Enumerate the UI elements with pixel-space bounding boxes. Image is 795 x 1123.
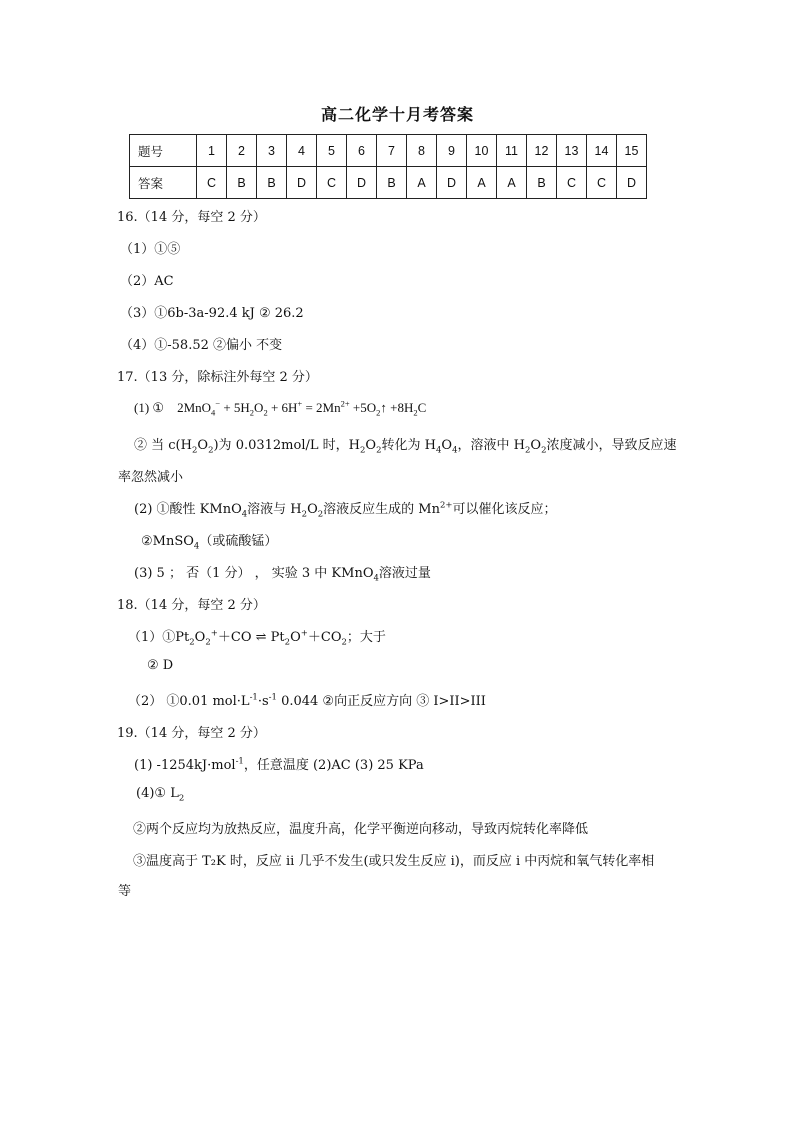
table-cell: B — [227, 167, 257, 199]
text-span: ②MnSO — [141, 534, 194, 549]
table-cell: 6 — [347, 135, 377, 167]
table-cell: A — [467, 167, 497, 199]
q19-part4-1: (4)① $L_2$ — [136, 786, 185, 804]
q17-part1-label: (1) ① — [134, 400, 165, 415]
table-cell: 1 — [197, 135, 227, 167]
q17-heading: 17.（13 分，除标注外每空 2 分） — [117, 370, 318, 385]
table-cell: 12 — [527, 135, 557, 167]
table-cell: 3 — [257, 135, 287, 167]
text-span: 溶液与 H — [247, 502, 302, 517]
table-cell: C — [557, 167, 587, 199]
answer-table — [129, 134, 647, 199]
table-cell: C — [587, 167, 617, 199]
table-cell: C — [317, 167, 347, 199]
table-row-answers — [130, 167, 647, 199]
q17-part2-2: ②MnSO$_4$（或硫酸锰） — [141, 534, 278, 552]
text-span: 溶液过量 — [378, 566, 431, 581]
text-span: 转化为 H — [381, 438, 436, 453]
table-cell: C — [197, 167, 227, 199]
q19-part1-3: (1) -1254kJ·mol$^{-1}$，任意温度 (2)AC (3) 25 KPa — [134, 756, 424, 773]
text-span: （2） ①0.01 mol·L — [128, 694, 250, 709]
q19-part4-3-line2: 等 — [118, 884, 132, 899]
q16-part3: （3）①6b-3a-92.4 kJ ② 26.2 — [120, 306, 304, 321]
table-cell: 2 — [227, 135, 257, 167]
text-span: 可以催化该反应； — [452, 502, 557, 517]
text-span: ＋CO — [217, 630, 252, 645]
q19-heading: 19.（14 分，每空 2 分） — [117, 726, 266, 741]
text-span: (1) -1254kJ·mol — [134, 758, 236, 773]
table-header-number: 题号 — [130, 135, 197, 167]
table-cell: 15 — [617, 135, 647, 167]
text-span: )为 0.0312mol/L 时，H — [213, 438, 360, 453]
q18-part1-2: ② D — [147, 658, 174, 673]
table-cell: D — [437, 167, 467, 199]
q17-part3: (3) 5 ； 否（1 分） ， 实验 3 中 KMnO$_4$溶液过量 — [134, 566, 431, 584]
q18-heading: 18.（14 分，每空 2 分） — [117, 598, 266, 613]
table-cell: 9 — [437, 135, 467, 167]
text-span: ② 当 c(H — [134, 438, 192, 453]
text-span: 溶液反应生成的 Mn — [323, 502, 440, 517]
table-cell: B — [527, 167, 557, 199]
table-cell: D — [287, 167, 317, 199]
table-cell: A — [497, 167, 527, 199]
table-cell: 11 — [497, 135, 527, 167]
table-cell: D — [617, 167, 647, 199]
text-span: ；大于 — [346, 630, 386, 645]
q17-equation — [134, 400, 426, 416]
table-cell: 14 — [587, 135, 617, 167]
text-span: ，任意温度 (2)AC (3) 25 KPa — [243, 758, 424, 773]
chemical-equation: $2MnO_4^- + 5H_2O_2 + 6H^+ = 2Mn^{2+}$ $+5O_2↑ +8H_2C$ — [167, 398, 427, 418]
table-cell: A — [407, 167, 437, 199]
text-span: ，溶液中 H — [457, 438, 525, 453]
table-row-numbers — [130, 135, 647, 167]
text-span: ·s — [257, 694, 269, 709]
q19-part4-3-line1: ③温度高于 T₂K 时，反应 ii 几乎不发生(或只发生反应 i)，而反应 i 中丙烷和氧气转化率相 — [133, 854, 655, 869]
table-cell: 7 — [377, 135, 407, 167]
text-span: ＋CO — [307, 630, 342, 645]
q18-part1-1: $(1)①Pt_2O_2^++CO$ ⇌ $Pt_2O^++CO_2$；大于 — [128, 628, 386, 648]
equilibrium-arrow-icon: ⇌ — [251, 630, 271, 645]
text-span: (4)① L — [136, 786, 179, 801]
table-cell: 13 — [557, 135, 587, 167]
table-cell: 8 — [407, 135, 437, 167]
q19-part4-2: ②两个反应均为放热反应，温度升高，化学平衡逆向移动，导致丙烷转化率降低 — [133, 822, 589, 837]
table-header-answer: 答案 — [130, 167, 197, 199]
text-span: 0.044 ②向正反应方向 ③ I>II>III — [276, 694, 486, 709]
text-span: Pt — [270, 630, 285, 645]
q17-part2-1: (2) ①酸性 KMnO$_4$溶液与 $H_2O_2$溶液反应生成的 $Mn^{2+}$可以催化该反应； — [134, 500, 557, 520]
q16-part4: （4）①-58.52 ②偏小 不变 — [120, 338, 283, 353]
table-cell: 10 — [467, 135, 497, 167]
table-cell: B — [377, 167, 407, 199]
text-span: （或硫酸锰） — [199, 534, 278, 549]
text-span: （1）①Pt — [128, 630, 190, 645]
text-span: 浓度减小，导致反应速 — [546, 438, 677, 453]
table-cell: D — [347, 167, 377, 199]
q16-heading: 16.（14 分，每空 2 分） — [117, 210, 266, 225]
q17-part1-reason-line2: 率忽然减小 — [118, 470, 184, 485]
q18-part2: （2） ①0.01 $mol\cdot L^{-1}\cdot s^{-1}$ 0.044 ②向正反应方向 ③ I>II>III — [128, 692, 486, 709]
table-cell: 5 — [317, 135, 347, 167]
q17-part1-reason-line1: ② 当 $c(H_2O_2)$为 0.0312mol/L 时，$H_2O_2$转化为 $H_4O_4$，溶液中 $H_2O_2$浓度减小，导致反应速 — [134, 438, 677, 456]
table-cell: 4 — [287, 135, 317, 167]
text-span: (2) ①酸性 KMnO — [134, 502, 242, 517]
q16-part1: （1）①⑤ — [120, 242, 181, 257]
text-span: (3) 5 ； 否（1 分） ， 实验 3 中 KMnO — [134, 566, 374, 581]
q16-part2: （2）AC — [120, 274, 174, 289]
table-cell: B — [257, 167, 287, 199]
page-title: 高二化学十月考答案 — [320, 105, 474, 124]
